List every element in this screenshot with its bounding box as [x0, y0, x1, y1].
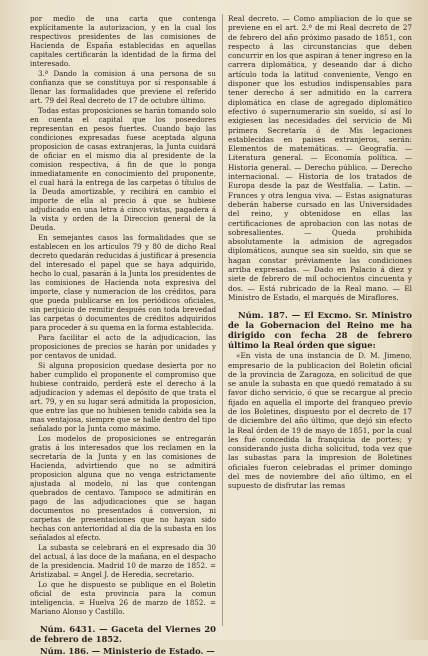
- right-column: [228, 14, 412, 632]
- paragraph: La subasta se celebrará en el expresado dia 30 del actual, á las doce de la mañana, en el despacho de la presidencia. Madrid 10 de marzo de 1852. = Aristizabal. = Angel J. de Heredia, secretario.: [30, 542, 216, 580]
- gazette-reference: Núm. 6431. — Gaceta del Viernes 20 de febrero de 1852.: [30, 623, 216, 644]
- paragraph: Para facilitar el acto de la adjudicacion, las proposiciones de precios se harán por unidades y por centavos de unidad.: [30, 333, 216, 361]
- decree-heading: Núm. 187. — El Excmo. Sr. Ministro de la Gobernacion del Reino me ha dirigido con fecha 28 de febrero último la Real órden que sigue:: [228, 310, 412, 351]
- paragraph: En semejantes casos las formalidades que se establecen en los artículos 79 y 80 de dicho Real decreto quedarán reducidas á justificar á presencia del interesado el papel que se haya adquirido, hecho lo cual, pasarán á la Junta los presidentes de las comisiones de Hacienda nota expresiva del importe, clase y numeracion de los créditos, para que pueda publicarse en los periódicos oficiales, sin perjuicio de remitir después con toda brevedad las carpetas ó documentos de créditos adquiridos para proceder á su quema en la forma establecida.: [30, 232, 216, 333]
- royal-decree-text: Real decreto. — Como ampliacion de lo que se previene en el art. 2.º de mi Real decreto de 27 de febrero del año próximo pasado de 1851, con respecto á las circunstancias que deben concurrir en los que aspiran á tener ingreso en la carrera diplomática, y deseando dar á dicho artículo toda la latitud conveniente, Vengo en disponer que los estudios indispensables para tener derecho á ser admitido en la carrera diplomática en clase de agregado diplomático efectivo ó supernumerario sin sueldo, sí así lo exigiesen las necesidades del servicio de Mi primera Secretaría ó de Mis legaciones establecidas en paises extranjeros, serán: Elementos de matemáticas. — Geografía. — Literatura general. — Economía política. — Historia general. — Derecho público. — Derecho internacional. — Historia de los tratados de Europa desde la paz de Westfalia. — Latin. — Frances y otra lengua viva. — Estas asignaturas deberán haberse cursado en las Universidades del reino, y obtenídose en ellas las certificaciones de aprobacion con las notas de sobresalientes. — Queda prohibida absolutamente la admision de agregados diplomáticos, aunque sea sin sueldo, sin que se hagan constar préviamente las condiciones arriba expresadas. — Dado en Palacio á diez y siete de febrero de mil ochocientos cincuenta y dos. — Está rubricado de la Real mano. — El Ministro de Estado, el marqués de Miraflores.: [228, 14, 412, 302]
- paragraph: por medio de una carta que contenga explícitamente la autorizacion, y en la cual los respectivos presidentes de las comisiones de Hacienda de España establecidas en aquellas capitales certificarán la identidad de la firma del interesado.: [30, 14, 216, 69]
- paragraph: Si alguna proposicion quedase desierta por no haber cumplido el proponente el compromiso que hubiese contraido, perderá este el derecho á la adjudicacion y ademas el depósito de que trata el art. 79, y en su lugar será admitida la proposicion, que entre las que no hubiesen tenido cabida sea la mas ventajosa, siempre que se halle dentro del tipo señalado por la Junta como máximo.: [30, 360, 216, 434]
- paragraph: Los modelos de proposiciones se entregarán gratis á los interesados que los reclamen en la secretaría de la Junta y en las comisiones de Hacienda, advirtiendo que no se admitirá proposicion alguna que no venga estrictamente ajustada al modelo, ni las que contengan quebrados de centavo. Tampoco se admitirán en pago de las adjudicaciones que se hagan documentos no presentados á conversion, ni carpetas de presentaciones que no hayan sido hechas con anterioridad al dia de la subasta en los señalados al efecto.: [30, 433, 216, 543]
- paragraph: 3.ª Dando la comision á una persona de su confianza que se constituya por sí responsable á llenar las formalidades que previene el referido art. 79 del Real decreto de 17 de octubre último.: [30, 68, 216, 106]
- order-text: «En vista de una instancia de D. M. Jimeno, empresario de la publicacion del Boletin oficial de la provincia de Zaragoza, en solicitud de que se anule la subasta en que quedó rematado á su favor dicho servicio, ó que se recargue al precio fijado en aquella el importe del franqueo previo de los Boletines, dispuesto por el decreto de 17 de diciembre del año último, que dejó sin efecto la Real órden de 19 de mayo de 1851, por la cual les fué concedida la franquicia de portes; y considerando justa dicha solicitud, toda vez que las subastas para la impresion de Boletines oficiales fueron celebradas el primer domingo del mes de noviembre del año último, en el supuesto de disfrutar las remas: [228, 351, 412, 491]
- ministry-reference: Núm. 186. — Ministerio de Estado. —: [40, 645, 215, 656]
- paper-stain: [412, 300, 422, 420]
- left-column: [30, 14, 216, 656]
- column-divider: [222, 14, 223, 626]
- paragraph: Todas estas proposiciones se harán tomando solo en cuenta el capital que los poseedores representan en pesos fuertes. Cuando bajo las condiciones expresadas fuese aceptada alguna proposicion de casas extranjeras, la Junta cuidará de oficiar en el mismo dia al presidente de la comision respectiva, á fin de que lo ponga inmediatamente en conocimiento del proponente, el cual hará la entrega de las carpetas ó títulos de la Deuda amortizable, y recibirá en cambio el importe de ella al precio á que se hubiese adjudicado en una letra á cinco vistas, pagadera á la vista y orden de la Direccion general de la Deuda.: [30, 105, 216, 233]
- paragraph: Lo que he dispuesto se publique en el Boletin oficial de esta provincia para la comun inteligencia. = Huelva 26 de marzo de 1852. = Mariano Alonso y Castillo.: [30, 579, 216, 616]
